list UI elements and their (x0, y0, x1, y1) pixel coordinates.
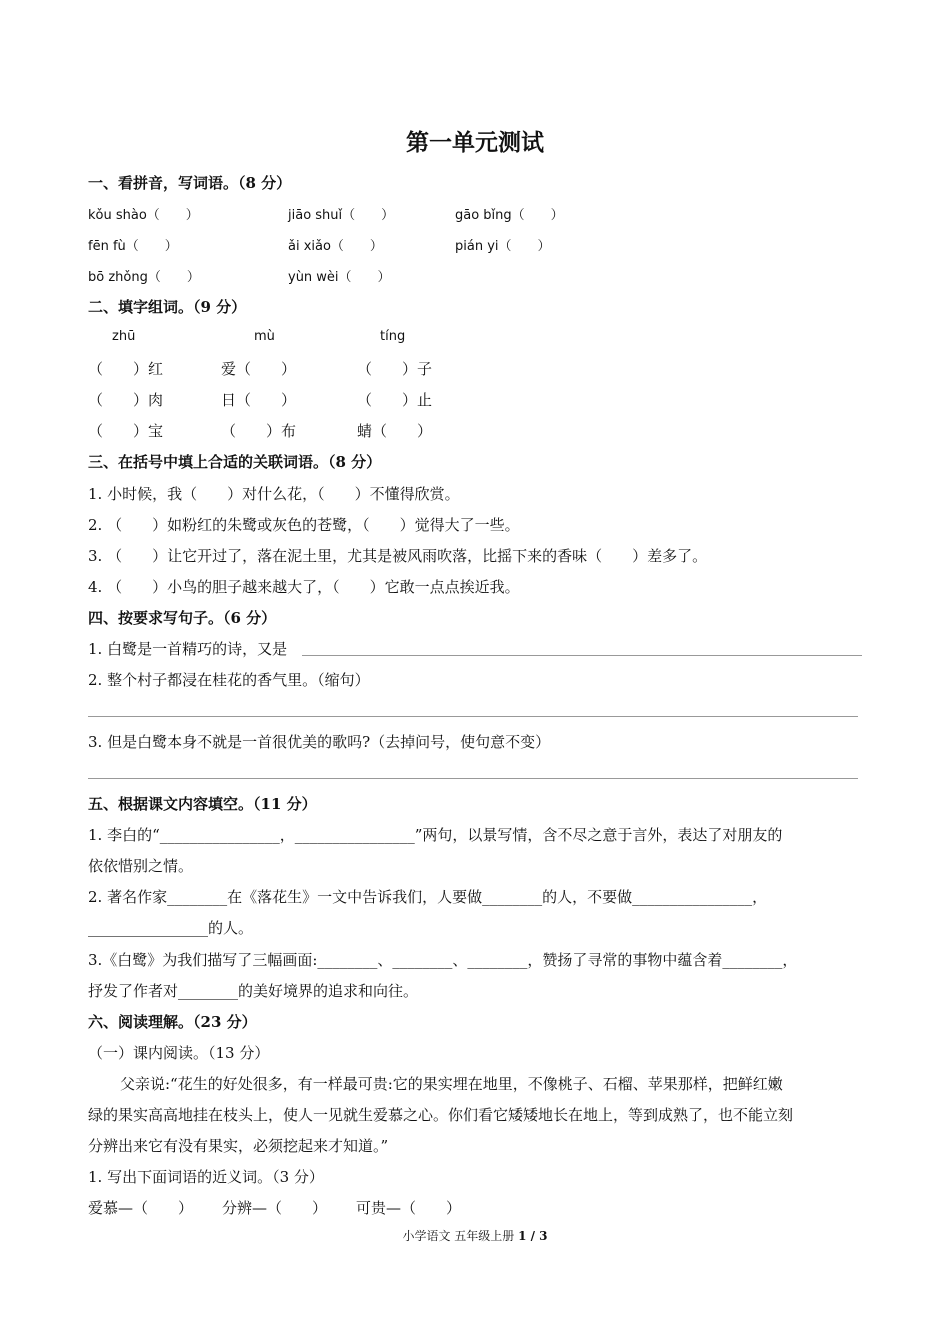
question-line: 2. 整个村子都浸在桂花的香气里。（缩句） (88, 671, 370, 689)
pinyin-hint: mù (254, 329, 275, 344)
word-blank: （ ）止 (357, 391, 433, 409)
page-number: 1 / 3 (518, 1229, 548, 1243)
pinyin-hint: zhū (112, 329, 136, 344)
section-4-heading: 四、按要求写句子。（6 分） (88, 609, 277, 627)
question-line: 3. 但是白鹭本身不就是一首很优美的歌吗?（去掉问号，使句意不变） (88, 733, 551, 751)
section-1-heading: 一、看拼音，写词语。（8 分） (88, 174, 292, 192)
pinyin-item: ǎi xiǎo（ ） (288, 239, 383, 254)
pinyin-item: jiāo shuǐ（ ） (288, 208, 395, 223)
section-6-heading: 六、阅读理解。（23 分） (88, 1013, 257, 1031)
passage-line: 绿的果实高高地挂在枝头上，使人一见就生爱慕之心。你们看它矮矮地长在地上，等到成熟了，也不能立刻 (88, 1106, 794, 1124)
question-line: 1. 白鹭是一首精巧的诗，又是 (88, 640, 288, 658)
pinyin-hint: tíng (380, 329, 406, 344)
pinyin-item: fēn fù（ ） (88, 239, 178, 254)
page-title: 第一单元测试 (406, 129, 544, 156)
synonym-blank: 分辨—（ ） (222, 1199, 328, 1217)
question-line: 依依惜别之情。 (88, 857, 194, 875)
subsection-heading: （一）课内阅读。（13 分） (88, 1044, 270, 1062)
answer-line (88, 778, 858, 779)
question-line: 3.《白鹭》为我们描写了三幅画面:________、________、________，赞扬了寻常的事物中蕴含着________， (88, 951, 798, 969)
answer-line (88, 716, 858, 717)
word-blank: 爱（ ） (221, 360, 297, 378)
word-blank: （ ）红 (88, 360, 164, 378)
passage-line: 父亲说:“花生的好处很多，有一样最可贵:它的果实埋在地里，不像桃子、石榴、苹果那样，把鲜红嫩 (120, 1075, 783, 1093)
section-3-heading: 三、在括号中填上合适的关联词语。（8 分） (88, 453, 382, 471)
word-blank: 日（ ） (221, 391, 297, 409)
question-line: 2. （ ）如粉红的朱鹭或灰色的苍鹭，（ ）觉得大了一些。 (88, 516, 520, 534)
pinyin-item: pián yi（ ） (455, 239, 551, 254)
question-line: 1. 写出下面词语的近义词。（3 分） (88, 1168, 324, 1186)
word-blank: （ ）肉 (88, 391, 164, 409)
question-line: 4. （ ）小鸟的胆子越来越大了，（ ）它敢一点点挨近我。 (88, 578, 520, 596)
synonym-blank: 可贵—（ ） (356, 1199, 462, 1217)
question-line: 1. 小时候，我（ ）对什么花，（ ）不懂得欣赏。 (88, 485, 460, 503)
pinyin-item: bō zhǒng（ ） (88, 270, 200, 285)
question-line: 2. 著名作家________在《落花生》一文中告诉我们，人要做________的人，不要做________________， (88, 888, 768, 906)
synonym-blank: 爱慕—（ ） (88, 1199, 194, 1217)
footer-text: 小学语文 五年级上册 (402, 1229, 519, 1243)
question-line: 1. 李白的“________________，________________”两句，以景写情，含不尽之意于言外，表达了对朋友的 (88, 826, 783, 844)
pinyin-item: yùn wèi（ ） (288, 270, 391, 285)
question-line: 3. （ ）让它开过了，落在泥土里，尤其是被风雨吹落，比摇下来的香味（ ）差多了。 (88, 547, 708, 565)
question-line: ________________的人。 (88, 919, 254, 937)
question-line: 抒发了作者对________的美好境界的追求和向往。 (88, 982, 419, 1000)
pinyin-item: kǒu shào（ ） (88, 208, 199, 223)
word-blank: （ ）子 (357, 360, 433, 378)
word-blank: （ ）布 (221, 422, 297, 440)
passage-line: 分辨出来它有没有果实，必须挖起来才知道。” (88, 1137, 389, 1155)
word-blank: （ ）宝 (88, 422, 164, 440)
section-2-heading: 二、填字组词。（9 分） (88, 298, 247, 316)
page-footer (0, 1227, 950, 1244)
word-blank: 蜻（ ） (357, 422, 433, 440)
pinyin-item: gāo bǐng（ ） (455, 208, 564, 223)
answer-line (302, 655, 862, 656)
section-5-heading: 五、根据课文内容填空。（11 分） (88, 795, 317, 813)
